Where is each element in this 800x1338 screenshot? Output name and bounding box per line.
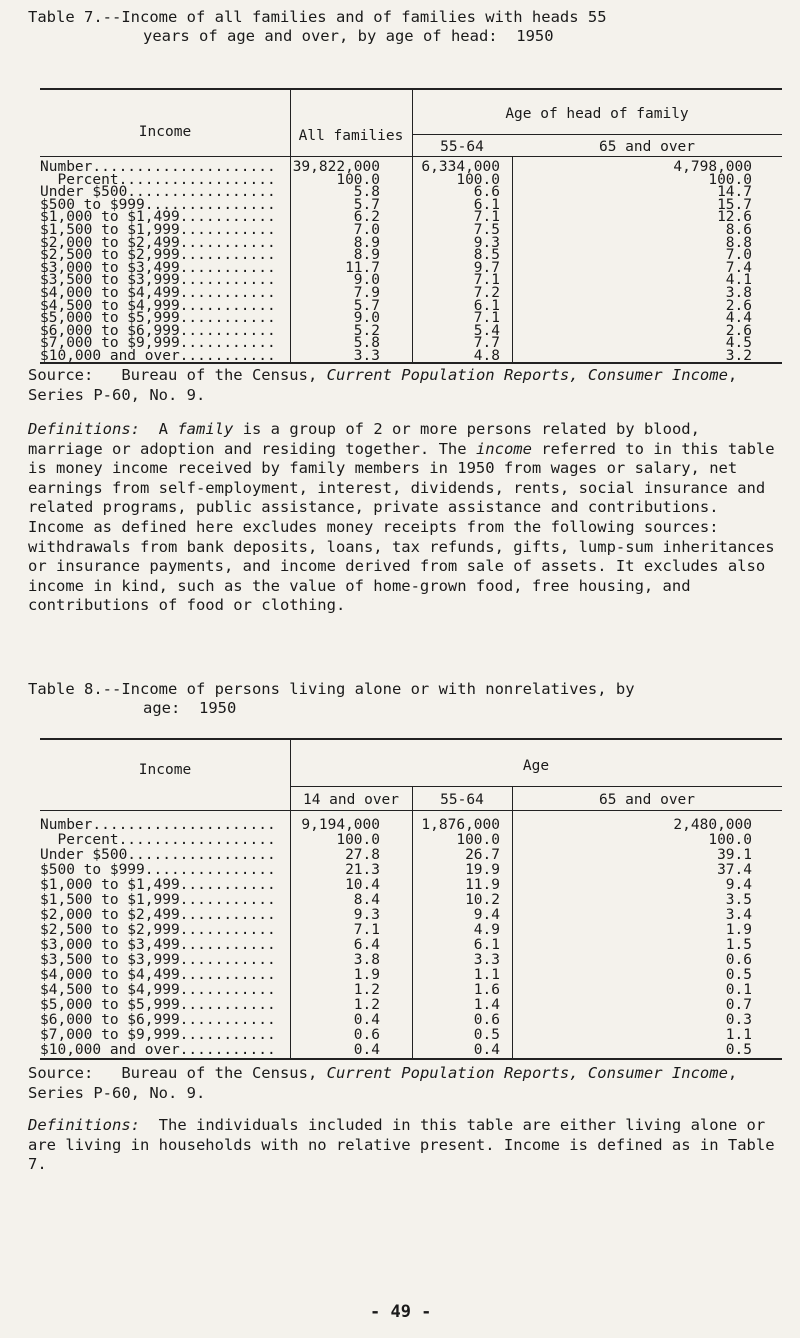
- value-65-over: 3.2: [725, 348, 752, 364]
- table-row: [40, 863, 782, 878]
- table8-header-income: Income: [138, 762, 192, 778]
- row-label: Percent..................: [40, 172, 276, 188]
- value-55-64: 11.9: [465, 877, 500, 893]
- value-55-64: 6,334,000: [421, 159, 500, 175]
- row-label: $3,000 to $3,499...........: [40, 260, 276, 276]
- value-65-over: 0.1: [725, 982, 752, 998]
- value-55-64: 0.6: [473, 1012, 500, 1028]
- table-row: [40, 908, 782, 923]
- table-row: [40, 953, 782, 968]
- value-all: 5.7: [353, 196, 380, 213]
- source-series: , Series P-60, No. 9.: [28, 1064, 738, 1102]
- value-55-64: 10.2: [465, 892, 500, 908]
- table7-title-line1: Table 7.--Income of all families and of families with heads 55: [28, 8, 607, 26]
- definitions-term-family: family: [177, 420, 234, 438]
- value-65-over: 0.7: [725, 997, 752, 1013]
- table8-definitions: [28, 1116, 780, 1175]
- value-all: 1.2: [353, 982, 380, 998]
- page-number: - 49 -: [370, 1302, 432, 1322]
- value-55-64: 7.1: [473, 272, 500, 289]
- value-65-over: 4.4: [725, 310, 752, 327]
- source-series: , Series P-60, No. 9.: [28, 366, 738, 404]
- value-55-64: 9.4: [473, 907, 500, 923]
- value-65-over: 1.5: [725, 937, 752, 953]
- row-label: $7,000 to $9,999...........: [40, 336, 276, 352]
- row-label: $7,000 to $9,999...........: [40, 1028, 276, 1043]
- table-row: [40, 938, 782, 953]
- value-all: 100.0: [336, 171, 380, 188]
- table-row: [40, 983, 782, 998]
- row-label: $3,500 to $3,999...........: [40, 273, 276, 289]
- value-55-64: 6.6: [473, 184, 500, 201]
- value-65-over: 12.6: [717, 209, 752, 226]
- value-all: 21.3: [345, 862, 380, 878]
- table-row: [40, 349, 782, 364]
- definitions-text: The individuals included in this table are either living alone or are living in households with no relative present. Income is defined as in Table 7.: [28, 1116, 775, 1174]
- value-65-over: 4.1: [725, 272, 752, 289]
- value-55-64: 26.7: [465, 847, 500, 863]
- value-all: 0.6: [353, 1027, 380, 1043]
- value-all: 1.9: [353, 967, 380, 983]
- value-65-over: 39.1: [717, 847, 752, 863]
- table8-header-65-over: 65 and over: [598, 792, 696, 808]
- value-65-over: 100.0: [708, 171, 752, 188]
- value-all: 0.4: [353, 1012, 380, 1028]
- value-55-64: 100.0: [456, 832, 500, 848]
- value-55-64: 6.1: [473, 937, 500, 953]
- row-label: $2,000 to $2,499...........: [40, 235, 276, 251]
- value-all: 0.4: [353, 1042, 380, 1058]
- table-row: [40, 1028, 782, 1043]
- value-55-64: 0.4: [473, 1042, 500, 1058]
- table-row: [40, 818, 782, 833]
- table7-title-line2: years of age and over, by age of head: 1950: [143, 27, 554, 45]
- value-all: 9,194,000: [301, 817, 380, 833]
- value-65-over: 0.5: [725, 1042, 752, 1058]
- value-all: 7.1: [353, 922, 380, 938]
- value-65-over: 0.6: [725, 952, 752, 968]
- value-55-64: 8.5: [473, 247, 500, 264]
- value-all: 39,822,000: [292, 159, 380, 175]
- value-all: 8.9: [353, 234, 380, 251]
- value-55-64: 3.3: [473, 952, 500, 968]
- row-label: $500 to $999...............: [40, 863, 276, 878]
- value-65-over: 3.8: [725, 285, 752, 301]
- value-all: 8.9: [353, 247, 380, 264]
- row-label: $500 to $999...............: [40, 197, 276, 213]
- table8-header-age: Age: [522, 758, 550, 774]
- definitions-term-income: income: [475, 439, 532, 458]
- row-label: $4,000 to $4,499...........: [40, 968, 276, 983]
- value-65-over: 4.5: [725, 335, 752, 352]
- value-all: 100.0: [336, 832, 380, 848]
- value-55-64: 1,876,000: [421, 817, 500, 833]
- value-55-64: 19.9: [465, 862, 500, 878]
- value-65-over: 0.3: [725, 1012, 752, 1028]
- value-65-over: 7.4: [725, 259, 752, 276]
- table8-source: [28, 1064, 780, 1103]
- table7-header-55-64: 55-64: [440, 139, 484, 155]
- definitions-label: Definitions:: [28, 1116, 140, 1134]
- value-55-64: 5.4: [473, 322, 500, 339]
- value-55-64: 7.7: [473, 335, 500, 352]
- table-row: [40, 893, 782, 908]
- row-label: $4,500 to $4,999...........: [40, 983, 276, 998]
- value-55-64: 7.1: [473, 209, 500, 226]
- table8-header-55-64: 55-64: [440, 792, 484, 808]
- value-all: 3.3: [353, 348, 380, 364]
- table-row: [40, 998, 782, 1013]
- definitions-text: is a group of 2 or more persons related by blood, marriage or adoption and residing together. The: [28, 420, 700, 458]
- value-all: 9.0: [353, 310, 380, 327]
- value-all: 9.0: [353, 272, 380, 289]
- value-65-over: 2.6: [725, 297, 752, 314]
- value-65-over: 0.5: [725, 967, 752, 983]
- value-55-64: 4.9: [473, 922, 500, 938]
- value-55-64: 100.0: [456, 171, 500, 188]
- row-label: $6,000 to $6,999...........: [40, 1013, 276, 1028]
- row-label: $1,500 to $1,999...........: [40, 223, 276, 238]
- value-65-over: 1.1: [725, 1027, 752, 1043]
- value-55-64: 1.6: [473, 982, 500, 998]
- value-all: 7.9: [353, 285, 380, 301]
- row-label: $10,000 and over...........: [40, 349, 276, 364]
- value-65-over: 8.8: [725, 234, 752, 251]
- source-label: Source:: [28, 366, 94, 384]
- value-65-over: 3.5: [725, 892, 752, 908]
- table7: [40, 88, 782, 364]
- value-65-over: 7.0: [725, 247, 752, 264]
- value-55-64: 9.3: [473, 234, 500, 251]
- table8-header-14-over: 14 and over: [302, 792, 400, 808]
- value-55-64: 7.5: [473, 222, 500, 238]
- row-label: Number.....................: [40, 160, 276, 175]
- table7-source: [28, 366, 780, 405]
- table7-header-income: Income: [138, 124, 192, 140]
- row-label: Under $500.................: [40, 185, 276, 201]
- row-label: $6,000 to $6,999...........: [40, 323, 276, 339]
- row-label: Under $500.................: [40, 848, 276, 863]
- table-row: [40, 848, 782, 863]
- value-55-64: 6.1: [473, 196, 500, 213]
- table8-title-line1: Table 8.--Income of persons living alone or with nonrelatives, by: [28, 680, 635, 698]
- value-all: 7.0: [353, 222, 380, 238]
- row-label: $4,000 to $4,499...........: [40, 286, 276, 301]
- row-label: $4,500 to $4,999...........: [40, 298, 276, 314]
- value-all: 8.4: [353, 892, 380, 908]
- table-row: [40, 833, 782, 848]
- row-label: $5,000 to $5,999...........: [40, 998, 276, 1013]
- value-65-over: 2,480,000: [673, 817, 752, 833]
- table7-header-all-families: All families: [298, 128, 404, 144]
- value-all: 3.8: [353, 952, 380, 968]
- definitions-text: referred to in this table is money income received by family members in 1950 from wages or salary, net earnings from self-employment, interest, dividends, rents, social insurance and related programs, public assistance, private assistance and contributions. Income as defined here excludes money receipts from the following sources: withdrawals from bank deposits, loans, tax refunds, gifts, lump-sum inheritances or insurance payments, and income derived from sale of assets. It excludes also income in kind, such as the value of home-grown food, free housing, and contributions of food or clothing.: [28, 439, 775, 615]
- value-65-over: 100.0: [708, 832, 752, 848]
- row-label: $10,000 and over...........: [40, 1043, 276, 1058]
- value-55-64: 4.8: [473, 348, 500, 364]
- value-65-over: 2.6: [725, 322, 752, 339]
- value-65-over: 9.4: [725, 877, 752, 893]
- value-all: 1.2: [353, 997, 380, 1013]
- row-label: $1,500 to $1,999...........: [40, 893, 276, 908]
- table8: [40, 738, 782, 1060]
- value-all: 5.7: [353, 297, 380, 314]
- value-65-over: 37.4: [717, 862, 752, 878]
- row-label: $3,000 to $3,499...........: [40, 938, 276, 953]
- row-label: $3,500 to $3,999...........: [40, 953, 276, 968]
- value-all: 5.8: [353, 184, 380, 201]
- value-55-64: 9.7: [473, 259, 500, 276]
- table-row: [40, 1043, 782, 1058]
- table-row: [40, 1013, 782, 1028]
- value-65-over: 3.4: [725, 907, 752, 923]
- value-55-64: 7.1: [473, 310, 500, 327]
- value-all: 27.8: [345, 847, 380, 863]
- definitions-label: Definitions:: [28, 420, 140, 438]
- value-all: 10.4: [345, 877, 380, 893]
- value-all: 5.8: [353, 335, 380, 352]
- value-all: 11.7: [345, 259, 380, 276]
- value-55-64: 6.1: [473, 297, 500, 314]
- source-publication: Current Population Reports, Consumer Income: [326, 366, 728, 384]
- table7-header-65-over: 65 and over: [598, 139, 696, 155]
- table-row: [40, 923, 782, 938]
- row-label: Percent..................: [40, 833, 276, 848]
- row-label: $5,000 to $5,999...........: [40, 311, 276, 327]
- value-all: 6.4: [353, 937, 380, 953]
- table-row: [40, 878, 782, 893]
- table7-definitions: [28, 420, 780, 616]
- source-publication: Current Population Reports, Consumer Income: [326, 1064, 728, 1082]
- value-55-64: 7.2: [473, 285, 500, 301]
- table8-title-line2: age: 1950: [143, 699, 237, 717]
- source-text: Bureau of the Census,: [121, 366, 318, 384]
- value-55-64: 1.4: [473, 997, 500, 1013]
- table-row: [40, 968, 782, 983]
- value-all: 6.2: [353, 209, 380, 226]
- row-label: $2,500 to $2,999...........: [40, 923, 276, 938]
- row-label: $1,000 to $1,499...........: [40, 210, 276, 226]
- row-label: $1,000 to $1,499...........: [40, 878, 276, 893]
- value-65-over: 1.9: [725, 922, 752, 938]
- row-label: Number.....................: [40, 818, 276, 833]
- value-65-over: 15.7: [717, 196, 752, 213]
- value-55-64: 0.5: [473, 1027, 500, 1043]
- source-label: Source:: [28, 1064, 94, 1082]
- source-text: Bureau of the Census,: [121, 1064, 318, 1082]
- value-65-over: 14.7: [717, 184, 752, 201]
- value-all: 5.2: [353, 322, 380, 339]
- value-all: 9.3: [353, 907, 380, 923]
- value-55-64: 1.1: [473, 967, 500, 983]
- value-65-over: 4,798,000: [673, 159, 752, 175]
- row-label: $2,500 to $2,999...........: [40, 248, 276, 264]
- definitions-text: A: [158, 420, 168, 438]
- row-label: $2,000 to $2,499...........: [40, 908, 276, 923]
- value-65-over: 8.6: [725, 222, 752, 238]
- table7-header-age-of-head: Age of head of family: [505, 106, 689, 122]
